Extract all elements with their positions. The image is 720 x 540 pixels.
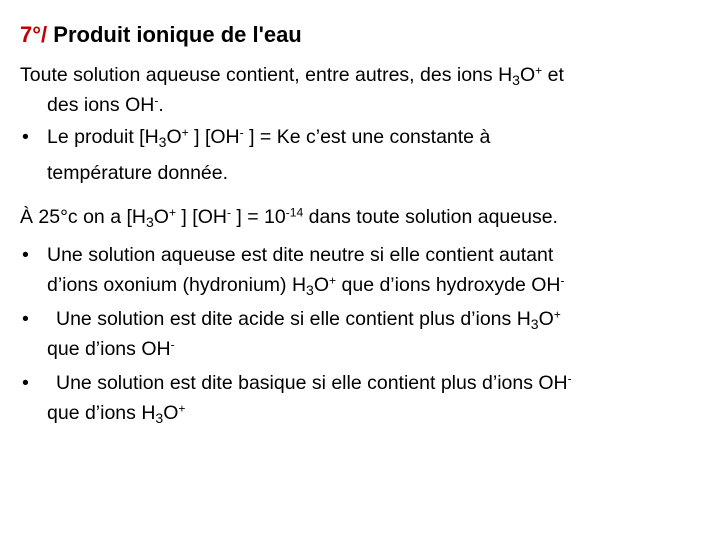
text: H [131,206,146,228]
paragraph-1-line-2 [47,93,164,116]
bullet-4-line-1 [56,371,572,394]
text: . [158,94,164,116]
superscript: - [567,371,572,386]
text: H [498,64,513,86]
superscript: - [226,205,231,220]
text: ] [ [176,206,198,228]
text: H [141,402,156,424]
subscript: 3 [155,409,164,426]
text: Le produit [ [47,126,145,148]
text: dans toute solution aqueuse. [303,206,558,228]
text: OH [538,372,568,394]
text: O [163,402,179,424]
text: que d’ions [47,402,142,424]
bullet-4-line-2 [47,401,186,426]
bullet-4: • [22,372,29,394]
subscript: 3 [512,71,520,88]
bullet-3-line-1 [56,307,561,332]
bullet-1: • [22,126,29,148]
text: O [166,126,182,148]
paragraph-1-line-1 [20,63,564,88]
superscript: - [239,125,244,140]
text: que d’ions hydroxyde [336,274,532,296]
text: ] [ [188,126,211,148]
text: ] = Ke c’est une constante à [243,126,491,148]
text: O [538,308,554,330]
bullet-1-line-1 [47,125,491,150]
bullet-2-line-2 [47,273,565,298]
text: Une solution est dite acide si elle contient plus d’ions [56,308,517,330]
title-text: Produit ionique de l'eau [53,22,302,47]
text: que d’ions [47,338,142,360]
bullet-3: • [22,308,29,330]
text: Toute solution aqueuse contient, entre autres, des ions [20,64,499,86]
text: H [516,308,531,330]
text: OH [531,274,561,296]
text: H [144,126,159,148]
bullet-1-line-2: température donnée. [47,162,229,184]
bullet-3-line-2 [47,337,175,360]
superscript: + [535,63,543,78]
text: et [542,64,564,86]
superscript: + [329,273,337,288]
exponent: -14 [285,205,304,220]
text: OH [125,94,155,116]
subscript: 3 [530,315,539,332]
subscript: 3 [158,133,167,150]
text: O [153,206,169,228]
superscript: - [170,337,175,352]
superscript: + [181,125,189,140]
subscript: 3 [145,213,154,230]
text: O [519,64,536,86]
superscript: - [154,93,159,108]
superscript: + [553,307,561,322]
slide-title [20,22,302,48]
text: des ions [47,94,126,116]
subscript: 3 [306,281,314,298]
text: H [291,274,307,296]
text: OH [197,206,227,228]
text: À 25°c on a [ [20,206,132,228]
paragraph-2 [20,205,558,230]
superscript: - [560,273,565,288]
text: O [313,274,330,296]
bullet-2: • [22,244,29,266]
bullet-2-line-1: Une solution aqueuse est dite neutre si elle contient autant [47,244,554,266]
text: OH [141,338,171,360]
text: Une solution est dite basique si elle contient plus d’ions [56,372,539,394]
text: ] = 10 [230,206,286,228]
superscript: + [178,401,186,416]
text: OH [210,126,240,148]
text: d’ions oxonium (hydronium) [47,274,292,296]
title-number: 7°/ [20,22,48,47]
superscript: + [168,205,177,220]
